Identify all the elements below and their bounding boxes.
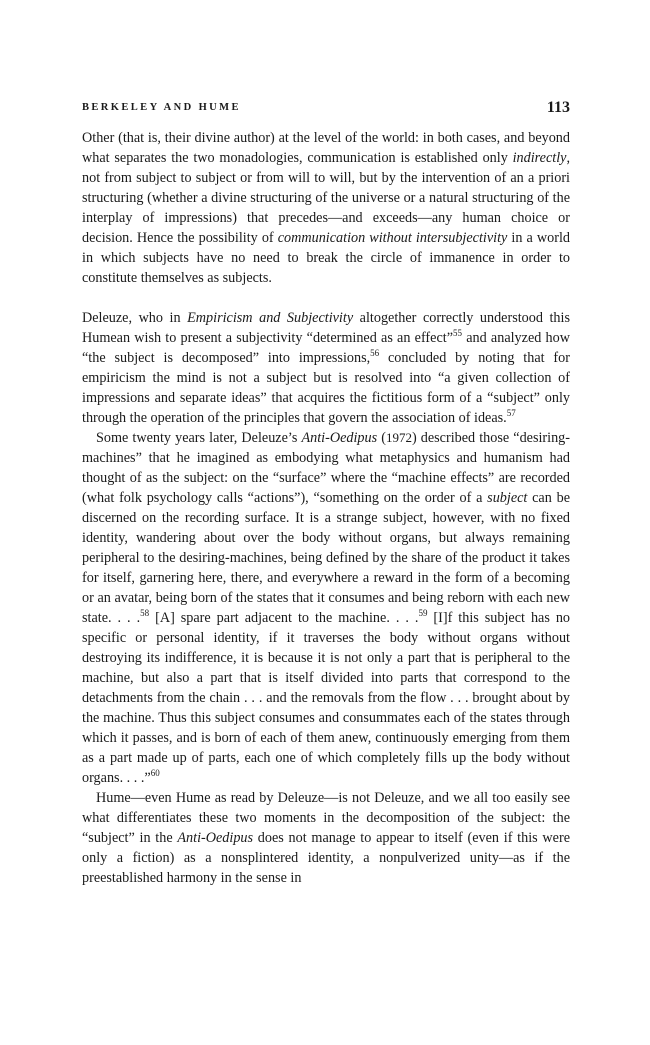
date-text: 1972: [385, 430, 412, 445]
text-run: , not from subject to subject or from will to will, but by the intervention of an a priori structuring (whether a divine structuring of the universe or a natural structuring of the interplay of impressions) that precedes—and exceeds—any human choice or decision. Hence the possibility of: [82, 150, 570, 246]
text-run: ) described those “desiring-machines” that he imagined as embodying what metaphysics and humanism had thought of as the subject: on the “surface” where the “machine effects” are recorded (what folk psychology calls “actions”), “something on the order of a: [82, 430, 571, 506]
footnote-ref: 57: [506, 408, 516, 418]
paragraph-continuation: [82, 128, 570, 288]
paragraph-deleuze-empiricism: [82, 308, 570, 428]
text-run: (: [377, 430, 386, 446]
text-run: [I]f this subject has no specific or personal identity, if it traverses the body without organs without destroying its indifference, it is because it is not only a part that is peripheral to the machine, but also a part that is itself divided into parts that correspond to the detachments from the chain . . . and the removals from the flow . . . brought about by the machine. Thus this subject consumes and consummates each of the states through which it passes, and is born of each of them anew, continuously emerging from them as a part made up of parts, each one of which completely fills up the body without organs. . . .”: [82, 610, 571, 786]
text-run: concluded by noting that for empiricism the mind is not a subject but is resolved into “a given collection of impressions and separate ideas” that acquires the fictitious form of a “subject” only through the operation of the principles that govern the association of ideas.: [82, 350, 570, 426]
italic-text: subject: [487, 490, 528, 506]
italic-text: Anti-Oedipus: [301, 430, 378, 446]
text-run: Hume—even Hume as read by Deleuze—is not Deleuze, and we all too easily see what differentiates these two moments in the decomposition of the subject: the “subject” in the: [82, 790, 570, 846]
text-run: altogether correctly understood this Humean wish to present a subjectivity “determined as an effect”: [82, 310, 570, 346]
footnote-ref: 59: [418, 608, 428, 618]
footnote-ref: 56: [370, 348, 380, 358]
italic-text: Anti-Oedipus: [177, 830, 254, 846]
text-run: Some twenty years later, Deleuze’s: [96, 430, 302, 446]
footnote-ref: 55: [453, 328, 462, 338]
text-run: does not manage to appear to itself (even if this were only a fiction) as a nonsplintered identity, a nonpulverized unity—as if the preestablished harmony in the sense in: [82, 830, 570, 886]
text-run: and analyzed how “the subject is decomposed” into impressions,: [82, 330, 570, 366]
paragraph-anti-oedipus: [82, 428, 570, 788]
italic-text: Empiricism and Subjectivity: [187, 310, 354, 326]
text-run: can be discerned on the recording surface. It is a strange subject, however, with no fixed identity, wandering about over the body without organs, but always remaining peripheral to the desiring-machines, being defined by the share of the product it takes for itself, garnering here, there, and everywhere a reward in the form of a becoming or an avatar, being born of the states that it consumes and being reborn with each new state. . . .: [82, 490, 570, 626]
text-run: [A] spare part adjacent to the machine. . . .: [149, 610, 419, 626]
footnote-ref: 58: [140, 608, 150, 618]
body-text: [82, 128, 570, 888]
footnote-ref: 60: [150, 768, 160, 778]
text-run: Deleuze, who in: [82, 310, 188, 326]
paragraph-hume-deleuze: [82, 788, 570, 888]
italic-text: indirectly: [512, 150, 567, 166]
running-head: [82, 100, 570, 120]
running-title: BERKELEY AND HUME: [82, 102, 241, 113]
text-run: Other (that is, their divine author) at the level of the world: in both cases, and beyond what separates the two monadologies, communication is established only: [82, 130, 570, 166]
italic-text: communication without intersubjectivity: [277, 230, 508, 246]
page-number: 113: [546, 99, 570, 116]
text-run: in a world in which subjects have no need to break the circle of immanence in order to constitute themselves as subjects.: [82, 230, 570, 286]
